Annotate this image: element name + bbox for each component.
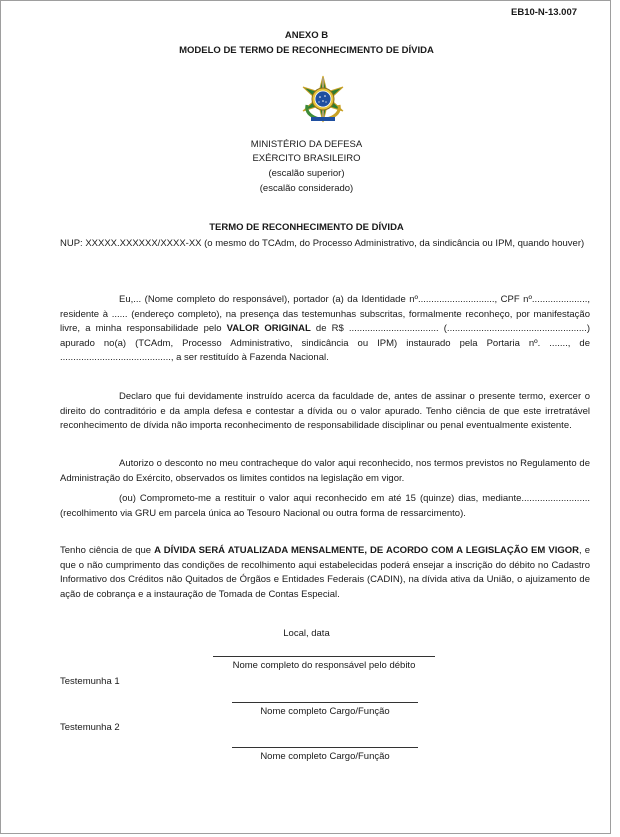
term-title: TERMO DE RECONHECIMENTO DE DÍVIDA	[209, 222, 404, 233]
brazil-coat-of-arms-icon	[299, 75, 347, 123]
paragraph-awareness	[60, 544, 590, 602]
ministry-name: MINISTÉRIO DA DEFESA	[250, 139, 363, 150]
paragraph-acknowledgment-part2: de R$ .................................. (.....................................................) apurado no(a) (TCAdm, Processo Administrativo, sindicância ou IPM) instaurado pela Portaria nº. ......., de .........................................., a ser restituído à Fazenda Nacional.	[60, 323, 590, 364]
witness1-name-label: Nome completo Cargo/Função	[260, 706, 390, 717]
army-name: EXÉRCITO BRASILEIRO	[252, 153, 361, 164]
upper-echelon: (escalão superior)	[268, 168, 345, 179]
document-code: EB10-N-13.007	[511, 7, 578, 18]
paragraph-acknowledgment-part1: Eu,... (Nome completo do responsável), portador (a) da Identidade nº............................., CPF nº....................., residente à ...... (endereço completo), na presença das testemunhas subscritas, formalmente reconheço, por manifestação livre, a minha responsabilidade pelo	[60, 294, 590, 335]
witness1-signature-line	[232, 702, 418, 703]
paragraph-acknowledgment	[60, 293, 590, 366]
considered-echelon: (escalão considerado)	[259, 183, 354, 194]
witness1-label: Testemunha 1	[60, 676, 120, 687]
paragraph-declaration: Declaro que fui devidamente instruído acerca da faculdade de, antes de assinar o presente termo, exercer o direito do contraditório e da ampla defesa e contestar a dívida ou o valor apurado. Tenho ciência de que este irretratável reconhecimento de dívida não importa reconhecimento de responsabilidade disciplinar ou penal eventualmente existente.	[60, 391, 590, 432]
original-value-emphasis: VALOR ORIGINAL	[226, 323, 311, 335]
annex-title: ANEXO B	[284, 30, 329, 41]
local-date: Local, data	[283, 628, 330, 639]
paragraph-commitment: (ou) Comprometo-me a restituir o valor aqui reconhecido em até 15 (quinze) dias, mediante..........................(recolhimento via GRU em parcela única ao Tesouro Nacional ou outra forma de ressarcimento).	[60, 493, 590, 519]
model-title: MODELO DE TERMO DE RECONHECIMENTO DE DÍVIDA	[179, 45, 434, 56]
paragraph-awareness-part1: Tenho ciência de que	[60, 545, 155, 556]
debtor-name-label: Nome completo do responsável pelo débito	[232, 660, 416, 671]
debtor-signature-line	[213, 656, 435, 657]
witness2-name-label: Nome completo Cargo/Função	[260, 751, 390, 762]
witness2-signature-line	[232, 747, 418, 748]
paragraph-authorization: Autorizo o desconto no meu contracheque do valor aqui reconhecido, nos termos previstos no Regulamento de Administração do Exército, observados os limites contidos na legislação em vigor.	[60, 458, 590, 484]
nup-line: NUP: XXXXX.XXXXXX/XXXX-XX (o mesmo do TCAdm, do Processo Administrativo, da sindicância ou IPM, quando houver)	[60, 238, 585, 249]
monthly-update-emphasis: A DÍVIDA SERÁ ATUALIZADA MENSALMENTE, DE ACORDO COM A LEGISLAÇÃO EM VIGOR	[154, 545, 579, 556]
witness2-label: Testemunha 2	[60, 722, 120, 733]
paragraph-awareness-part2: , e que o não cumprimento das condições de recolhimento aqui estabelecidas poderá ensejar a inscrição do débito no Cadastro Informativo dos Créditos não Quitados de Órgãos e Entidades Federais (CADIN), na dívida ativa da União, o ajuizamento de ação de cobrança e a instauração de Tomada de Contas Especial.	[60, 545, 590, 600]
